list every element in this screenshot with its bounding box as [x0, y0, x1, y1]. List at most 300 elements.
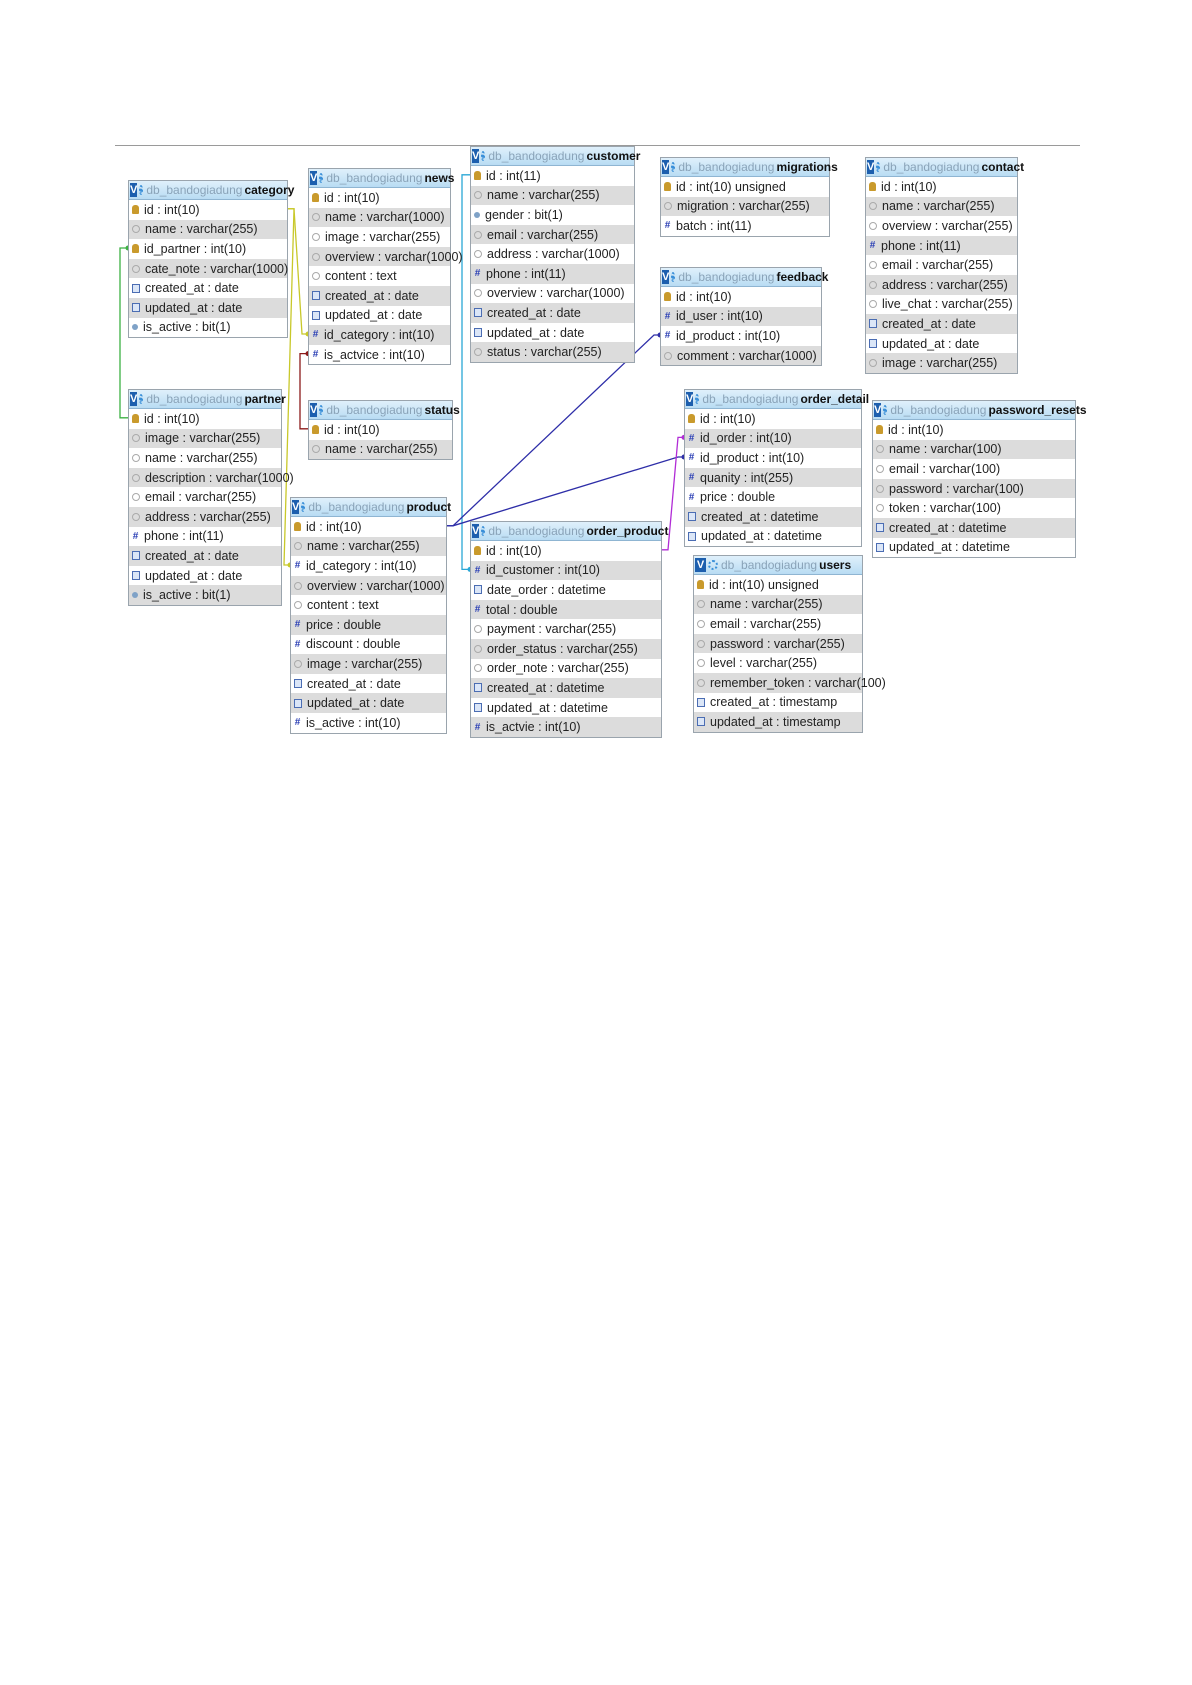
field-label: id : int(10): [306, 519, 362, 534]
field-row[interactable]: [129, 318, 287, 338]
field-label: created_at : date: [487, 305, 581, 320]
gear-icon[interactable]: [708, 560, 718, 570]
number-icon: #: [294, 619, 301, 631]
table-header[interactable]: [471, 147, 641, 166]
relation-line: [288, 209, 308, 334]
field-label: price : double: [700, 490, 776, 505]
field-row[interactable]: [129, 468, 294, 488]
field-row[interactable]: [291, 615, 446, 635]
number-icon: #: [474, 721, 481, 733]
table-name: password_resets: [988, 403, 1087, 417]
field-row[interactable]: [309, 286, 450, 306]
date-icon: [876, 543, 884, 552]
string-icon: [294, 582, 302, 590]
database-name: db_bandogiadung: [326, 403, 423, 417]
number-icon: #: [294, 717, 301, 729]
field-label: created_at : datetime: [701, 509, 819, 524]
field-label: id : int(10): [881, 179, 937, 194]
field-row[interactable]: [471, 284, 634, 304]
field-row[interactable]: [129, 200, 287, 220]
string-icon: [697, 640, 705, 648]
field-label: name : varchar(255): [325, 442, 438, 457]
string-icon: [132, 265, 140, 273]
field-row[interactable]: [694, 634, 862, 654]
field-label: id : int(10): [144, 202, 200, 217]
table-product[interactable]: [290, 497, 452, 734]
field-row[interactable]: [129, 507, 281, 527]
field-row[interactable]: [471, 225, 634, 245]
field-row[interactable]: [291, 576, 446, 596]
field-label: name : varchar(255): [710, 597, 823, 612]
gear-icon[interactable]: [481, 526, 485, 536]
collapse-toggle-icon[interactable]: V: [662, 161, 670, 173]
field-list: [661, 287, 821, 365]
field-row[interactable]: [661, 346, 821, 366]
string-icon: [294, 542, 302, 550]
field-row[interactable]: [873, 459, 1075, 479]
field-row[interactable]: [309, 247, 463, 267]
field-row[interactable]: [291, 635, 446, 655]
field-row[interactable]: [291, 693, 446, 713]
field-label: phone : int(11): [881, 238, 961, 253]
date-icon: [294, 679, 302, 688]
number-icon: #: [869, 240, 876, 252]
database-name: db_bandogiadung: [721, 558, 818, 572]
string-icon: [312, 253, 320, 261]
collapse-toggle-icon[interactable]: V: [472, 525, 480, 537]
field-row[interactable]: [694, 653, 862, 673]
table-header[interactable]: [873, 401, 1087, 420]
date-icon: [132, 303, 140, 312]
field-row[interactable]: [685, 468, 861, 488]
key-icon: [474, 546, 481, 555]
field-label: created_at : date: [307, 676, 401, 691]
field-row[interactable]: [309, 208, 450, 228]
string-icon: [869, 222, 877, 230]
field-label: updated_at : date: [145, 300, 243, 315]
field-label: migration : varchar(255): [677, 199, 810, 214]
field-row[interactable]: [866, 353, 1017, 373]
field-row[interactable]: [685, 507, 861, 527]
number-icon: #: [132, 530, 139, 542]
field-row[interactable]: [129, 487, 281, 507]
field-row[interactable]: [866, 295, 1017, 315]
string-icon: [312, 233, 320, 241]
field-row[interactable]: [873, 420, 1075, 440]
collapse-toggle-icon[interactable]: V: [874, 404, 882, 416]
field-row[interactable]: [685, 429, 861, 449]
string-icon: [876, 504, 884, 512]
date-icon: [697, 717, 705, 726]
field-row[interactable]: [866, 197, 1017, 217]
field-label: email : varchar(255): [710, 616, 822, 631]
field-label: id : int(10): [324, 190, 380, 205]
number-icon: #: [312, 329, 319, 341]
table-name: product: [406, 500, 452, 514]
field-row[interactable]: [471, 600, 661, 620]
string-icon: [697, 620, 705, 628]
field-row[interactable]: [694, 614, 862, 634]
field-row[interactable]: [129, 429, 281, 449]
field-row[interactable]: [471, 186, 634, 206]
field-label: updated_at : date: [145, 568, 243, 583]
field-row[interactable]: [129, 278, 287, 298]
field-row[interactable]: [129, 239, 287, 259]
string-icon: [312, 445, 320, 453]
field-label: phone : int(11): [144, 529, 224, 544]
field-label: created_at : datetime: [889, 520, 1007, 535]
number-icon: #: [664, 310, 671, 322]
field-row[interactable]: [309, 306, 450, 326]
field-row[interactable]: [309, 227, 450, 247]
field-label: phone : int(11): [486, 266, 566, 281]
field-row[interactable]: [291, 654, 446, 674]
date-icon: [876, 523, 884, 532]
key-icon: [664, 292, 671, 301]
field-list: [309, 420, 452, 459]
field-label: cate_note : varchar(1000): [145, 261, 289, 276]
collapse-toggle-icon[interactable]: V: [686, 393, 694, 405]
field-list: [866, 177, 1017, 373]
field-row[interactable]: [291, 556, 446, 576]
field-label: created_at : datetime: [487, 680, 605, 695]
field-row[interactable]: [694, 673, 886, 693]
table-header[interactable]: [685, 390, 870, 409]
table-name: migrations: [776, 160, 838, 174]
field-list: [129, 200, 287, 337]
field-label: is_active : bit(1): [143, 588, 231, 603]
field-row[interactable]: [129, 585, 281, 605]
field-label: id : int(10) unsigned: [676, 179, 786, 194]
field-label: id_partner : int(10): [144, 241, 247, 256]
date-icon: [474, 683, 482, 692]
field-label: name : varchar(255): [882, 199, 995, 214]
relation-line: [300, 354, 308, 429]
table-name: status: [424, 403, 460, 417]
field-row[interactable]: [291, 517, 446, 537]
database-name: db_bandogiadung: [702, 392, 799, 406]
collapse-toggle-icon[interactable]: V: [867, 161, 875, 173]
table-name: customer: [586, 149, 641, 163]
key-icon: [664, 182, 671, 191]
field-row[interactable]: [129, 298, 287, 318]
field-label: is_active : bit(1): [143, 320, 231, 335]
field-label: overview : varchar(1000): [487, 286, 625, 301]
field-row[interactable]: [873, 440, 1075, 460]
field-row[interactable]: [694, 595, 862, 615]
field-row[interactable]: [471, 639, 661, 659]
table-migrations[interactable]: [660, 157, 838, 237]
table-header[interactable]: [471, 522, 669, 541]
field-label: token : varchar(100): [889, 501, 1001, 516]
field-label: updated_at : date: [307, 696, 405, 711]
field-row[interactable]: [471, 717, 661, 737]
field-label: name : varchar(100): [889, 442, 1002, 457]
collapse-toggle-icon[interactable]: V: [310, 404, 318, 416]
key-icon: [869, 182, 876, 191]
string-icon: [869, 359, 877, 367]
field-row[interactable]: [291, 674, 446, 694]
string-icon: [312, 272, 320, 280]
key-icon: [697, 580, 704, 589]
field-row[interactable]: [471, 205, 634, 225]
field-label: image : varchar(255): [307, 656, 423, 671]
date-icon: [132, 551, 140, 560]
field-row[interactable]: [866, 334, 1017, 354]
field-row[interactable]: [866, 314, 1017, 334]
field-label: id : int(10): [676, 289, 732, 304]
gear-icon[interactable]: [695, 394, 699, 404]
table-name: users: [819, 558, 852, 572]
gear-icon[interactable]: [876, 162, 880, 172]
field-label: image : varchar(255): [145, 431, 261, 446]
table-header[interactable]: [129, 181, 295, 200]
number-icon: #: [688, 472, 695, 484]
field-row[interactable]: [291, 537, 446, 557]
string-icon: [876, 485, 884, 493]
collapse-toggle-icon[interactable]: V: [310, 172, 318, 184]
gear-icon[interactable]: [319, 173, 323, 183]
collapse-toggle-icon[interactable]: V: [662, 271, 670, 283]
field-row[interactable]: [685, 448, 861, 468]
table-name: category: [244, 183, 295, 197]
field-row[interactable]: [661, 287, 821, 307]
field-row[interactable]: [129, 448, 281, 468]
collapse-toggle-icon[interactable]: V: [472, 150, 480, 162]
bit-icon: [132, 592, 138, 598]
relation-line: [120, 248, 128, 418]
field-row[interactable]: [866, 177, 1017, 197]
table-header[interactable]: [129, 390, 286, 409]
field-list: [309, 188, 463, 364]
table-name: order_product: [586, 524, 669, 538]
field-label: id : int(10): [700, 411, 756, 426]
table-customer[interactable]: [470, 146, 641, 363]
field-label: overview : varchar(1000): [325, 249, 463, 264]
date-icon: [132, 284, 140, 293]
field-row[interactable]: [471, 678, 661, 698]
key-icon: [688, 414, 695, 423]
table-status[interactable]: [308, 400, 460, 460]
string-icon: [869, 300, 877, 308]
field-label: price : double: [306, 617, 382, 632]
gear-icon[interactable]: [671, 162, 675, 172]
field-row[interactable]: [471, 541, 661, 561]
database-name: db_bandogiadung: [678, 160, 775, 174]
table-news[interactable]: [308, 168, 463, 365]
database-name: db_bandogiadung: [146, 183, 243, 197]
field-row[interactable]: [129, 546, 281, 566]
field-label: id_category : int(10): [324, 327, 435, 342]
field-list: [471, 541, 661, 737]
string-icon: [474, 664, 482, 672]
gear-icon[interactable]: [139, 394, 143, 404]
table-password_resets[interactable]: [872, 400, 1087, 558]
field-row[interactable]: [471, 342, 634, 362]
field-label: address : varchar(255): [145, 509, 271, 524]
string-icon: [294, 660, 302, 668]
field-label: id_product : int(10): [700, 450, 805, 465]
field-row[interactable]: [685, 409, 861, 429]
field-label: content : text: [325, 269, 397, 284]
field-row[interactable]: [471, 244, 634, 264]
field-row[interactable]: [873, 518, 1075, 538]
field-label: overview : varchar(255): [882, 218, 1013, 233]
field-row[interactable]: [309, 325, 450, 345]
database-name: db_bandogiadung: [890, 403, 987, 417]
table-name: order_detail: [800, 392, 870, 406]
field-label: address : varchar(1000): [487, 247, 620, 262]
field-label: gender : bit(1): [485, 207, 563, 222]
table-order_detail[interactable]: [684, 389, 870, 547]
key-icon: [312, 193, 319, 202]
field-row[interactable]: [129, 259, 287, 279]
field-row[interactable]: [309, 420, 452, 440]
field-list: [694, 575, 886, 732]
field-row[interactable]: [661, 177, 829, 197]
collapse-toggle-icon[interactable]: V: [130, 184, 138, 196]
table-header[interactable]: [309, 401, 460, 420]
field-label: id : int(10) unsigned: [709, 577, 819, 592]
date-icon: [294, 699, 302, 708]
field-row[interactable]: [471, 659, 661, 679]
field-label: is_actvice : int(10): [324, 347, 425, 362]
field-row[interactable]: [309, 266, 450, 286]
string-icon: [697, 600, 705, 608]
field-label: image : varchar(255): [325, 229, 441, 244]
table-order_product[interactable]: [470, 521, 669, 738]
number-icon: #: [294, 560, 301, 572]
table-header[interactable]: [866, 158, 1025, 177]
table-header[interactable]: [694, 556, 862, 575]
table-header[interactable]: [661, 268, 829, 287]
date-icon: [688, 512, 696, 521]
database-name: db_bandogiadung: [883, 160, 980, 174]
field-row[interactable]: [309, 188, 450, 208]
date-icon: [474, 585, 482, 594]
field-list: [129, 409, 294, 605]
collapse-toggle-icon[interactable]: V: [696, 559, 705, 571]
string-icon: [474, 191, 482, 199]
field-row[interactable]: [694, 575, 862, 595]
field-row[interactable]: [471, 561, 661, 581]
table-header[interactable]: [291, 498, 452, 517]
table-contact[interactable]: [865, 157, 1025, 374]
field-row[interactable]: [471, 264, 634, 284]
string-icon: [474, 250, 482, 258]
field-row[interactable]: [309, 440, 452, 460]
key-icon: [876, 425, 883, 434]
table-header[interactable]: [309, 169, 455, 188]
field-row[interactable]: [866, 216, 1017, 236]
gear-icon[interactable]: [301, 502, 305, 512]
field-label: name : varchar(255): [307, 539, 420, 554]
field-row[interactable]: [873, 498, 1075, 518]
table-users[interactable]: [693, 555, 886, 733]
field-row[interactable]: [129, 566, 281, 586]
table-category[interactable]: [128, 180, 295, 338]
string-icon: [132, 513, 140, 521]
gear-icon[interactable]: [883, 405, 887, 415]
number-icon: #: [664, 330, 671, 342]
table-header[interactable]: [661, 158, 838, 177]
string-icon: [869, 202, 877, 210]
field-label: id_customer : int(10): [486, 563, 600, 578]
field-label: email : varchar(100): [889, 461, 1001, 476]
collapse-toggle-icon[interactable]: V: [292, 501, 300, 513]
field-label: total : double: [486, 602, 558, 617]
database-name: db_bandogiadung: [488, 149, 585, 163]
number-icon: #: [312, 349, 319, 361]
field-row[interactable]: [694, 693, 862, 713]
field-label: name : varchar(255): [145, 450, 258, 465]
gear-icon[interactable]: [139, 185, 143, 195]
field-list: [685, 409, 861, 546]
field-row[interactable]: [661, 307, 821, 327]
field-label: id : int(10): [144, 411, 200, 426]
field-row[interactable]: [291, 595, 446, 615]
field-label: password : varchar(100): [889, 481, 1024, 496]
gear-icon[interactable]: [481, 151, 485, 161]
date-icon: [869, 339, 877, 348]
field-label: id_category : int(10): [306, 558, 417, 573]
field-row[interactable]: [471, 303, 634, 323]
field-row[interactable]: [471, 580, 661, 600]
number-icon: #: [688, 491, 695, 503]
field-row[interactable]: [866, 255, 1017, 275]
field-row[interactable]: [129, 527, 281, 547]
field-row[interactable]: [866, 275, 1017, 295]
key-icon: [294, 522, 301, 531]
string-icon: [132, 434, 140, 442]
database-name: db_bandogiadung: [308, 500, 405, 514]
field-row[interactable]: [866, 236, 1017, 256]
field-row[interactable]: [661, 216, 829, 236]
field-row[interactable]: [873, 538, 1075, 558]
field-label: updated_at : date: [487, 325, 585, 340]
field-label: password : varchar(255): [710, 636, 845, 651]
gear-icon[interactable]: [671, 272, 675, 282]
field-label: id : int(10): [888, 422, 944, 437]
collapse-toggle-icon[interactable]: V: [130, 393, 138, 405]
field-row[interactable]: [685, 487, 861, 507]
field-label: updated_at : datetime: [701, 529, 822, 544]
field-row[interactable]: [471, 166, 634, 186]
field-row[interactable]: [873, 479, 1075, 499]
field-label: date_order : datetime: [487, 582, 606, 597]
field-label: discount : double: [306, 637, 401, 652]
date-icon: [688, 532, 696, 541]
field-row[interactable]: [129, 220, 287, 240]
field-row[interactable]: [694, 712, 862, 732]
field-row[interactable]: [661, 326, 821, 346]
relation-line: [447, 335, 660, 526]
field-row[interactable]: [471, 698, 661, 718]
string-icon: [474, 625, 482, 633]
field-row[interactable]: [291, 713, 446, 733]
field-row[interactable]: [309, 345, 450, 365]
table-feedback[interactable]: [660, 267, 829, 366]
field-row[interactable]: [129, 409, 281, 429]
field-row[interactable]: [685, 527, 861, 547]
number-icon: #: [294, 638, 301, 650]
table-partner[interactable]: [128, 389, 294, 606]
field-row[interactable]: [471, 323, 634, 343]
gear-icon[interactable]: [319, 405, 323, 415]
field-row[interactable]: [471, 619, 661, 639]
string-icon: [294, 601, 302, 609]
field-row[interactable]: [661, 197, 829, 217]
